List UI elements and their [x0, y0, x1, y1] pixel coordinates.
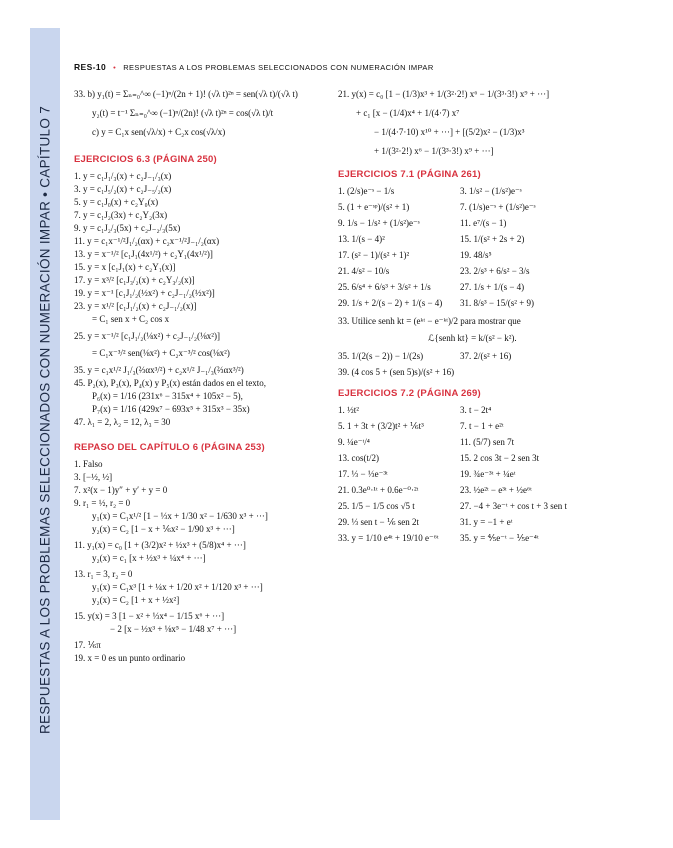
answer-line: 35. y = c₁x¹/² J₁/₃(⅔αx³/²) + c₂x¹/² J₋₁/₃(⅔αx³/²): [74, 365, 244, 375]
answer-item: 3. t − 2t⁴: [460, 405, 492, 415]
answer-item: 27. −4 + 3e⁻ᵗ + cos t + 3 sen t: [460, 501, 568, 511]
answer-item: 5. (1 + e⁻ˢᵖ)/(s² + 1): [338, 202, 410, 212]
answer-item: 25. 1/5 − 1/5 cos √5 t: [338, 501, 415, 511]
answer-line: y₂(t) = t⁻¹ Σₙ₌₀^∞ (−1)ⁿ/(2n)! (√λ t)²ⁿ = cos(√λ t)/t: [92, 108, 274, 118]
answer-line: P₆(x) = 1/16 (231x⁶ − 315x⁴ + 105x² − 5),: [92, 391, 243, 401]
answer-item: 25. 6/s⁴ + 6/s³ + 3/s² + 1/s: [338, 282, 431, 292]
answer-line: y₁(x) = C₁x¹/² [1 − ⅓x + 1/30 x² − 1/630 x³ + ···]: [92, 511, 268, 521]
answer-item: 21. 4/s² − 10/s: [338, 266, 390, 276]
answer-item: 21. 0.3e⁰·¹ᵗ + 0.6e⁻⁰·²ᵗ: [338, 485, 419, 495]
answer-item: 11. (5/7) sen 7t: [460, 437, 515, 447]
running-header: [74, 62, 434, 72]
answer-line: 33. b) y₁(t) = Σₙ₌₀^∞ (−1)ⁿ/(2n + 1)! (√λ t)²ⁿ = sen(√λ t)/(√λ t): [74, 89, 298, 99]
answer-item: 3. 1/s² − (1/s²)e⁻ˢ: [460, 186, 522, 196]
bullet-icon: •: [113, 63, 117, 72]
answer-item: 7. t − 1 + e²ᵗ: [460, 421, 504, 431]
answer-line: 5. y = c₁J₀(x) + c₂Y₀(x): [74, 197, 159, 207]
answer-line: 13. r₁ = 3, r₂ = 0: [74, 569, 133, 579]
answer-line: 47. λ₁ = 2, λ₂ = 12, λ₃ = 30: [74, 417, 171, 427]
answer-line: 11. y = c₁x⁻¹/²J₁/₂(αx) + c₂x⁻¹/²J₋₁/₂(αx): [74, 236, 220, 246]
page-id: RES-10: [74, 62, 107, 72]
answer-item: 7. (1/s)e⁻ˢ + (1/s²)e⁻ˢ: [460, 202, 536, 212]
left-column: [74, 88, 329, 665]
answer-item: 27. 1/s + 1/(s − 4): [460, 282, 525, 292]
answer-line: ℒ{senh kt} = k/(s² − k²).: [428, 333, 517, 343]
answer-line: 11. y₁(x) = c₀ [1 + (3/2)x² + ½x³ + (5/8)x⁴ + ···]: [74, 540, 246, 550]
answer-item: 29. ⅓ sen t − ⅙ sen 2t: [338, 517, 420, 527]
answer-line: 17. y = x³/² [c₁J₃/₂(x) + c₂Y₃/₂(x)]: [74, 275, 195, 285]
answer-item: 29. 1/s + 2/(s − 2) + 1/(s − 4): [338, 298, 443, 308]
answer-item: 23. ½e²ᵗ − e³ᵗ + ½e⁶ᵗ: [460, 485, 532, 495]
answer-grid: [338, 185, 628, 310]
answer-item: 37. 2/(s² + 16): [460, 351, 512, 361]
answer-line: 3. y = c₁J₅/₂(x) + c₂J₋₅/₂(x): [74, 184, 172, 194]
answer-item: 17. ⅓ − ⅓e⁻³ᵗ: [338, 469, 388, 479]
answer-line: = C₁ sen x + C₂ cos x: [92, 314, 170, 324]
answer-line: y₂(x) = C₂ [1 + x + ½x²]: [92, 595, 180, 605]
answer-item: 19. ¾e⁻³ᵗ + ¼eᵗ: [460, 469, 516, 479]
answer-item: 9. 1/s − 1/s² + (1/s²)e⁻ˢ: [338, 218, 420, 228]
answer-item: 31. 8/s³ − 15/(s² + 9): [460, 298, 535, 308]
answer-item: 13. 1/(s − 4)²: [338, 234, 385, 244]
answer-item: 13. cos(t/2): [338, 453, 379, 463]
section-heading: EJERCICIOS 7.2 (PÁGINA 269): [338, 388, 481, 399]
answer-item: 31. y = −1 + eᵗ: [460, 517, 513, 527]
answer-line: 1. y = c₁J₁/₃(x) + c₂J₋₁/₃(x): [74, 171, 172, 181]
answer-line: c) y = C₁x sen(√λ/x) + C₂x cos(√λ/x): [92, 127, 226, 137]
answer-item: 39. (4 cos 5 + (sen 5)s)/(s² + 16): [338, 367, 455, 377]
answer-line: + 1/(3²·2!) x⁶ − 1/(3³·3!) x⁹ + ···]: [374, 146, 494, 156]
answer-item: 35. y = ⅘e⁻ᵗ − ⅕e⁻⁴ᵗ: [460, 533, 539, 543]
answer-item: 17. (s² − 1)/(s² + 1)²: [338, 250, 410, 260]
sidebar-title: RESPUESTAS A LOS PROBLEMAS SELECCIONADOS CON NUMERACIÓN IMPAR • CAPÍTULO 7: [37, 105, 53, 735]
answer-line: 3. [−½, ½]: [74, 472, 113, 482]
answer-line: 7. x²(x − 1)y″ + y′ + y = 0: [74, 485, 168, 495]
header-title: RESPUESTAS A LOS PROBLEMAS SELECCIONADOS CON NUMERACIÓN IMPAR: [123, 63, 434, 72]
answer-line: 17. ⅙π: [74, 640, 101, 650]
answer-item: [460, 366, 610, 379]
answer-line: 1. Falso: [74, 459, 103, 469]
answer-item: 5. 1 + 3t + (3/2)t² + ⅙t³: [338, 421, 424, 431]
answer-grid: [338, 404, 628, 545]
answer-line: 7. y = c₁J₂(3x) + c₂Y₂(3x): [74, 210, 168, 220]
answer-line: 9. r₁ = ½, r₂ = 0: [74, 498, 131, 508]
answer-item: 15. 2 cos 3t − 2 sen 3t: [460, 453, 540, 463]
answer-line: − 2 [x − ½x³ + ⅛x⁵ − 1/48 x⁷ + ···]: [110, 624, 237, 634]
answer-line: 23. y = x¹/² [c₁J₁/₂(x) + c₂J₋₁/₂(x)]: [74, 301, 197, 311]
answer-line: y₁(x) = C₁x³ [1 + ¼x + 1/20 x² + 1/120 x³ + ···]: [92, 582, 263, 592]
answer-line: 13. y = x⁻¹/² [c₁J₁(4x¹/²) + c₂Y₁(4x¹/²)]: [74, 249, 213, 259]
answer-grid: [338, 350, 628, 379]
section-heading: EJERCICIOS 7.1 (PÁGINA 261): [338, 169, 481, 180]
answer-item: 23. 2/s³ + 6/s² − 3/s: [460, 266, 530, 276]
answer-line: 15. y(x) = 3 [1 − x² + ⅓x⁴ − 1/15 x⁶ + ···]: [74, 611, 225, 621]
answer-item: 9. ¼e⁻ᵗ/⁴: [338, 437, 370, 447]
answer-line: 21. y(x) = c₀ [1 − (1/3)x³ + 1/(3²·2!) x⁶ − 1/(3³·3!) x⁹ + ···]: [338, 89, 550, 99]
answer-line: 25. y = x⁻¹/² [c₁J₁/₂(⅛x²) + c₂J₋₁/₂(⅛x²)]: [74, 331, 220, 341]
answer-line: 15. y = x [c₁J₁(x) + c₂Y₁(x)]: [74, 262, 176, 272]
section-heading: EJERCICIOS 6.3 (PÁGINA 250): [74, 154, 217, 165]
answer-item: 33. y = 1/10 e⁴ᵗ + 19/10 e⁻⁶ᵗ: [338, 533, 439, 543]
section-heading: REPASO DEL CAPÍTULO 6 (PÁGINA 253): [74, 442, 265, 453]
answer-item: 1. ½t²: [338, 405, 359, 415]
answer-line: P₇(x) = 1/16 (429x⁷ − 693x⁵ + 315x³ − 35x): [92, 404, 250, 414]
answer-line: 33. Utilice senh kt = (eᵏᵗ − e⁻ᵏᵗ)/2 para mostrar que: [338, 316, 521, 326]
answer-line: − 1/(4·7·10) x¹⁰ + ···] + [(5/2)x² − (1/3)x³: [374, 127, 525, 137]
answer-item: 1. (2/s)e⁻ˢ − 1/s: [338, 186, 395, 196]
answer-line: + c₁ [x − (1/4)x⁴ + 1/(4·7) x⁷: [356, 108, 460, 118]
answer-item: 35. 1/(2(s − 2)) − 1/(2s): [338, 351, 424, 361]
answer-item: 19. 48/s⁵: [460, 250, 492, 260]
answer-line: 9. y = c₁J₂/₃(5x) + c₂J₋₂/₃(5x): [74, 223, 181, 233]
answer-line: 45. P₂(x), P₃(x), P₄(x) y P₅(x) están dados en el texto,: [74, 378, 267, 388]
answer-item: 11. e⁷/(s − 1): [460, 218, 507, 228]
right-column: [338, 88, 628, 545]
answer-line: = C₁x⁻³/² sen(⅛x²) + C₂x⁻³/² cos(⅛x²): [92, 348, 230, 358]
answer-line: y₂(x) = C₂ [1 − x + ⅙x² − 1/90 x³ + ···]: [92, 524, 235, 534]
answer-item: 15. 1/(s² + 2s + 2): [460, 234, 525, 244]
answer-line: 19. y = x⁻¹ [c₁J₁/₂(½x²) + c₂J₋₁/₂(½x²)]: [74, 288, 215, 298]
answer-line: y₂(x) = c₁ [x + ½x³ + ¼x⁴ + ···]: [92, 553, 206, 563]
answer-line: 19. x = 0 es un punto ordinario: [74, 653, 186, 663]
